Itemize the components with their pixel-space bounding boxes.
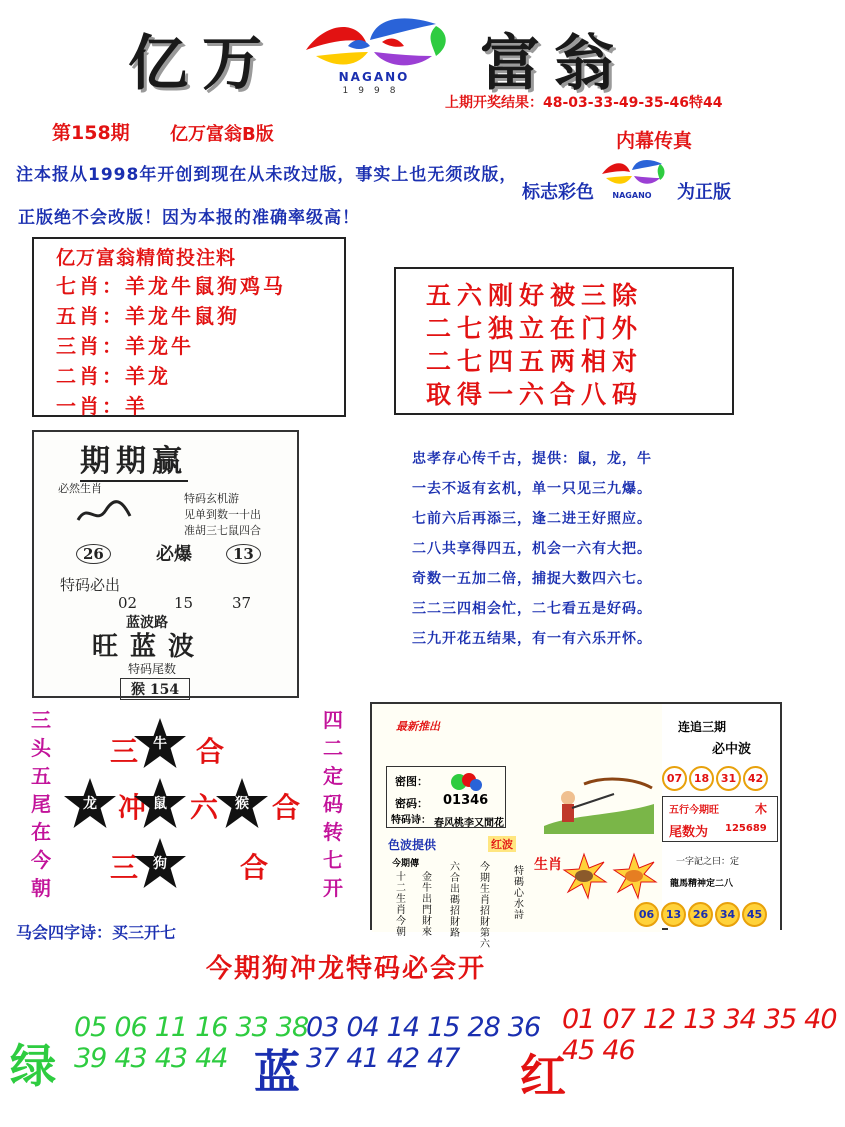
ad-code-value: 01346	[443, 793, 489, 808]
ad-must-wave: 必中波	[712, 742, 752, 757]
star-mid-left	[62, 776, 118, 832]
fax-right-text: 为正版	[677, 182, 731, 203]
pick-row	[56, 391, 286, 421]
pick-value: 羊龙	[125, 364, 171, 388]
wave-number: 38	[275, 1012, 309, 1043]
nagano-logo	[286, 12, 456, 102]
star-label: 龙	[83, 796, 97, 812]
scan-wave-title: 旺蓝波	[92, 632, 207, 662]
wave-number: 47	[427, 1043, 460, 1074]
scan-bottom-val: 猴 154	[120, 678, 190, 700]
vchar: 转	[323, 820, 343, 844]
vchar: 二	[323, 736, 343, 760]
star-bottom	[132, 836, 188, 892]
scan-title: 期期赢	[80, 436, 188, 482]
verse-block	[412, 444, 652, 654]
pick-value: 羊龙牛	[125, 334, 194, 358]
star-label: 狗	[153, 856, 167, 872]
vchar: 在	[31, 820, 51, 844]
wave-number: 01	[562, 1004, 595, 1035]
blue-wave-label: 蓝	[254, 1045, 300, 1099]
title-left: 亿万	[128, 29, 276, 99]
pick-label: 七肖：	[56, 274, 125, 298]
scan-bottom-note: 特码尾数	[128, 662, 177, 676]
ad-dragon-horse: 龍馬精神定二八	[670, 879, 734, 889]
title-right: 富翁	[480, 29, 628, 99]
ad-element-box	[662, 796, 778, 842]
star-label: 鼠	[153, 796, 167, 812]
pick-label: 三肖：	[56, 334, 125, 358]
vchar: 五	[31, 764, 51, 788]
poem-line: 二七独立在门外	[426, 314, 644, 343]
wave-number: 16	[195, 1012, 228, 1043]
small-flower-logo-icon	[596, 156, 668, 206]
fax-title: 内幕传真	[616, 130, 693, 152]
fax-left-text: 标志彩色	[522, 182, 594, 203]
pick-value: 羊龙牛鼠狗鸡马	[125, 274, 286, 298]
issue-number: 第158期	[52, 122, 130, 144]
number-ball: 34	[715, 902, 740, 927]
ad-series: 连追三期	[678, 720, 727, 734]
scan-n2: 15	[174, 594, 194, 612]
pick-value: 羊	[125, 394, 148, 418]
scan-num-left: 26	[76, 544, 111, 564]
logo-text: NAGANO	[338, 70, 410, 84]
star-mid-center	[132, 776, 188, 832]
verse-line: 三二三四相会忙，二七看五是好码。	[412, 601, 652, 617]
star-row-char: 三	[110, 851, 139, 884]
wave-number: 42	[386, 1043, 420, 1074]
ad-col-6: 特碼心水詩	[514, 866, 524, 921]
number-ball: 45	[742, 902, 767, 927]
number-ball: 42	[743, 766, 768, 791]
ad-col-2: 十二生肖今朝	[396, 872, 406, 938]
hunter-illustration-icon	[544, 774, 654, 834]
poem-line: 二七四五两相对	[426, 347, 644, 376]
star-label: 牛	[153, 736, 167, 752]
wave-number: 41	[346, 1043, 379, 1074]
pick-row	[56, 361, 286, 391]
snake-sketch-icon	[74, 498, 134, 528]
number-ball: 13	[661, 902, 686, 927]
ad-col-5: 今期生肖招財第六	[480, 862, 490, 950]
wave-number: 43	[154, 1043, 188, 1074]
wave-number: 05	[74, 1012, 107, 1043]
ad-color-wave: 色波提供	[388, 838, 437, 852]
wave-number: 07	[602, 1004, 635, 1035]
picks-box	[32, 237, 346, 417]
scan-note-3: 见单到数一十出	[184, 508, 261, 521]
vchar: 尾	[31, 792, 51, 816]
verse-line: 三九开花五结果，有一有六乐开怀。	[412, 631, 652, 647]
ad-code-label: 密码：	[395, 797, 428, 810]
ad-col-4: 六合出碼招財路	[450, 862, 460, 939]
verse-line: 二八共享得四五，机会一六有大把。	[412, 541, 652, 557]
wave-number: 37	[306, 1043, 339, 1074]
vchar: 朝	[31, 876, 51, 900]
verse-line: 忠孝存心传千古，提供：鼠，龙，牛	[412, 451, 652, 467]
vchar: 头	[31, 736, 51, 760]
ad-verse-label: 特码诗：	[391, 815, 431, 826]
pick-row	[56, 301, 286, 331]
vchar: 今	[31, 848, 51, 872]
number-ball: 07	[662, 766, 687, 791]
star-row-char: 合	[196, 735, 225, 768]
small-logo	[596, 156, 668, 206]
pick-row	[56, 331, 286, 361]
wave-number: 03	[306, 1012, 339, 1043]
blue-wave-numbers	[306, 1012, 541, 1074]
poem-box	[394, 267, 734, 415]
number-ball: 31	[716, 766, 741, 791]
pick-label: 二肖：	[56, 364, 125, 388]
wave-number: 44	[195, 1043, 228, 1074]
wave-number: 14	[386, 1012, 420, 1043]
vchar: 四	[323, 708, 343, 732]
poem-line: 五六刚好被三除	[426, 281, 644, 310]
ad-tail-value: 125689	[725, 823, 767, 834]
wave-number: 36	[507, 1012, 541, 1043]
pick-label: 一肖：	[56, 394, 125, 418]
secret-image-icon	[449, 771, 483, 793]
star-row-char: 三	[110, 735, 139, 768]
edition-label: 亿万富翁B版	[170, 124, 274, 145]
pick-value: 羊龙牛鼠狗	[125, 304, 240, 328]
wave-number: 12	[642, 1004, 676, 1035]
vchar: 开	[323, 876, 343, 900]
vchar: 定	[323, 764, 343, 788]
vchar: 七	[323, 848, 343, 872]
wave-number: 28	[467, 1012, 500, 1043]
last-result: 上期开奖结果：48-03-33-49-35-46特44	[445, 95, 723, 111]
ad-col-3: 金牛出門財來	[422, 872, 432, 938]
wave-number: 45	[562, 1035, 595, 1066]
right-vertical-verse	[320, 706, 346, 902]
wave-number: 11	[154, 1012, 188, 1043]
ad-balls-bottom	[634, 902, 769, 927]
scan-n3: 37	[232, 594, 252, 612]
ad-verse-value: 春风桃李又閒花	[434, 818, 504, 829]
wave-number: 06	[114, 1012, 147, 1043]
vchar: 码	[323, 792, 343, 816]
star-row-char: 合	[272, 791, 301, 824]
number-ball: 26	[688, 902, 713, 927]
wave-number: 40	[804, 1004, 837, 1035]
wave-number: 04	[346, 1012, 379, 1043]
number-ball: 06	[634, 902, 659, 927]
verse-line: 一去不返有玄机，单一只见三九爆。	[412, 481, 652, 497]
star-top	[132, 716, 188, 772]
ad-one-word: 一字記之曰：定	[676, 857, 740, 867]
notice-line-2: 正版绝不会改版！因为本报的准确率级高！	[18, 208, 360, 228]
verse-line: 奇数一五加二倍，捕捉大数四六七。	[412, 571, 652, 587]
notice-line-1: 注本报从1998年开创到现在从未改过版，事实上也无须改版，	[16, 165, 518, 185]
ad-balls-top	[662, 766, 770, 791]
scan-box	[32, 430, 299, 698]
wave-number: 43	[114, 1043, 147, 1074]
scan-wave-prefix: 蓝波路	[126, 615, 168, 631]
ad-panel	[370, 702, 782, 950]
ad-zodiac-label: 生肖	[534, 857, 562, 873]
wave-number: 34	[723, 1004, 756, 1035]
zodiac-burst-icon	[562, 852, 658, 902]
star-row-char: 合	[240, 851, 269, 884]
green-wave-numbers	[74, 1012, 309, 1074]
scan-note-1: 必然生肖	[58, 482, 102, 495]
star-mid-right	[214, 776, 270, 832]
pick-row	[56, 271, 286, 301]
scan-must: 必爆	[156, 544, 192, 565]
pick-label: 五肖：	[56, 304, 125, 328]
picks-list	[56, 271, 286, 421]
ad-newest: 最新推出	[396, 720, 440, 733]
scan-special: 特码必出	[60, 576, 121, 594]
poem-line: 取得一六合八码	[426, 380, 644, 409]
scan-note-4: 准胡三七鼠四合	[184, 524, 261, 537]
wave-number: 33	[235, 1012, 268, 1043]
picks-title: 亿万富翁精简投注料	[56, 247, 237, 269]
left-vertical-verse	[28, 706, 54, 902]
red-wave-numbers	[562, 1004, 837, 1066]
scan-num-right: 13	[226, 544, 261, 564]
wave-number: 15	[427, 1012, 460, 1043]
star-label: 猴	[235, 796, 249, 812]
verse-line: 七前六后再添三，逢二进王好照应。	[412, 511, 652, 527]
wave-number: 35	[763, 1004, 797, 1035]
ad-element: 木	[755, 802, 768, 816]
ad-five-elements: 五行今期旺	[669, 805, 719, 816]
star-row-char: 六	[190, 791, 219, 824]
logo-year: 1998	[342, 86, 406, 96]
green-wave-label: 绿	[10, 1039, 56, 1093]
wave-number: 46	[602, 1035, 635, 1066]
ad-secret-label: 密图：	[395, 775, 428, 788]
red-wave-label: 红	[520, 1049, 566, 1103]
wave-number: 39	[74, 1043, 107, 1074]
horse-verse: 马会四字诗：买三开七	[16, 923, 177, 942]
ad-red-wave: 红波	[488, 836, 516, 852]
number-ball: 18	[689, 766, 714, 791]
wave-number: 13	[683, 1004, 716, 1035]
banner-text: 今期狗冲龙特码必会开	[206, 954, 487, 984]
scan-note-2: 特码玄机游	[184, 492, 239, 505]
ad-col-1: 今期傳	[392, 859, 420, 869]
scan-n1: 02	[118, 594, 138, 612]
star-row-char: 冲	[118, 791, 147, 824]
poem-lines	[426, 279, 643, 411]
svg-text:NAGANO: NAGANO	[612, 191, 652, 200]
ad-tail-label: 尾数为	[669, 825, 709, 840]
vchar: 三	[31, 708, 51, 732]
